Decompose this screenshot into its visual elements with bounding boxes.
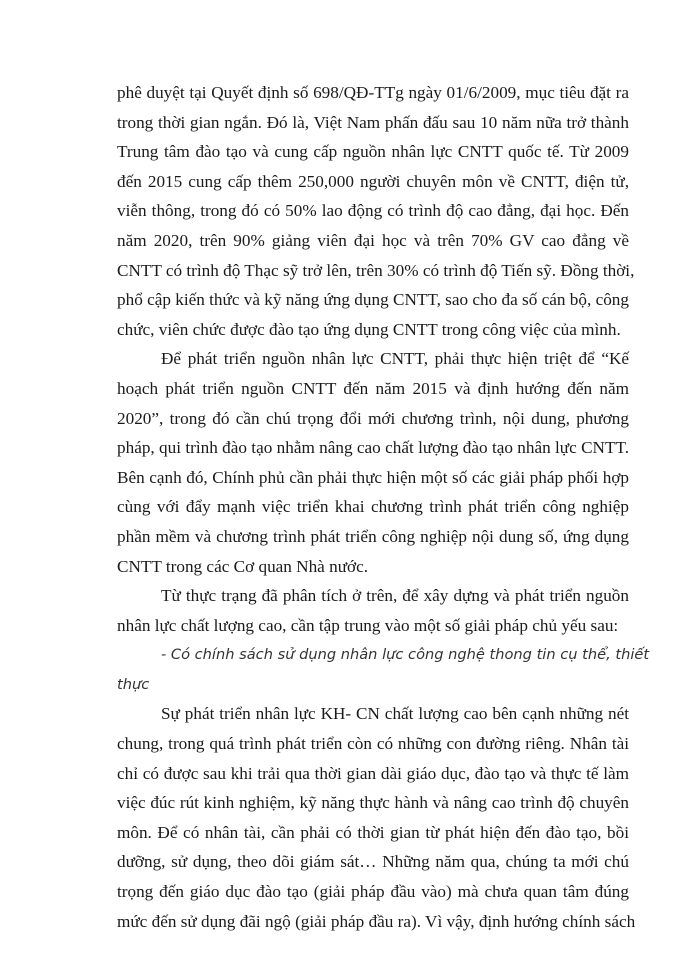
text-line: phổ cập kiến thức và kỹ năng ứng dụng CNTT, sao cho đa số cán bộ, công (117, 290, 629, 310)
text-line: Từ thực trạng đã phân tích ở trên, để xây dựng và phát triển nguồn (161, 586, 629, 606)
text-line: Bên cạnh đó, Chính phủ cần phải thực hiện một số các giải pháp phối hợp (117, 467, 629, 487)
text-line: Sự phát triển nhân lực KH- CN chất lượng cao bên cạnh những nét (161, 704, 629, 724)
text-line: đến 2015 cung cấp thêm 250,000 người chuyên môn về CNTT, điện tử, (117, 171, 629, 191)
text-line: viễn thông, trong đó có 50% lao động có trình độ cao đẳng, đại học. Đến (117, 201, 629, 221)
text-line: CNTT trong các Cơ quan Nhà nước. (117, 556, 369, 576)
text-line: cùng với đẩy mạnh việc triển khai chương trình phát triển công nghiệp (117, 497, 629, 517)
italic-heading-chinh-sach (117, 640, 650, 699)
text-line: nhân lực chất lượng cao, cần tập trung vào một số giải pháp chủ yếu sau: (117, 615, 619, 635)
paragraph-ke-hoach-phat-trien (117, 344, 629, 581)
text-line: - Có chính sách sử dụng nhân lực công nghệ thong tin cụ thể, thiết (161, 646, 650, 664)
text-line: chỉ có được sau khi trải qua thời gian dài giáo dục, đào tạo và thực tế làm (117, 763, 629, 783)
text-line: CNTT có trình độ Thạc sỹ trở lên, trên 30% có trình độ Tiến sỹ. Đồng thời, (117, 260, 635, 280)
text-line: Để phát triển nguồn nhân lực CNTT, phải thực hiện triệt để “Kế (161, 349, 629, 369)
paragraph-quyet-dinh-698 (117, 78, 635, 344)
text-line: hoạch phát triển nguồn CNTT đến năm 2015 và định hướng đến năm (117, 378, 629, 398)
text-line: phê duyệt tại Quyết định số 698/QĐ-TTg ngày 01/6/2009, mục tiêu đặt ra (117, 83, 629, 102)
text-line: Trung tâm đào tạo và cung cấp nguồn nhân lực CNTT quốc tế. Từ 2009 (117, 142, 629, 162)
text-line: trọng đến giáo dục đào tạo (giải pháp đầu vào) mà chưa quan tâm đúng (117, 882, 629, 902)
text-line: năm 2020, trên 90% giảng viên đại học và trên 70% GV cao đẳng về (117, 230, 629, 250)
text-line: mức đến sử dụng đãi ngộ (giải pháp đầu ra). Vì vậy, định hướng chính sách (117, 911, 636, 931)
text-line: dưỡng, sử dụng, theo dõi giám sát… Những năm qua, chúng ta mới chú (117, 852, 629, 872)
text-line: môn. Để có nhân tài, cần phải có thời gian từ phát hiện đến đào tạo, bồi (117, 822, 629, 842)
text-line: phần mềm và chương trình phát triển công nghiệp nội dung số, ứng dụng (117, 526, 629, 546)
text-line: 2020”, trong đó cần chú trọng đổi mới chương trình, nội dung, phương (117, 408, 629, 428)
text-line: thực (117, 675, 150, 693)
text-line: chức, viên chức được đào tạo ứng dụng CNTT trong công việc của mình. (117, 319, 621, 339)
document-body (117, 78, 650, 936)
text-line: trong thời gian ngắn. Đó là, Việt Nam phấn đấu sau 10 năm nữa trở thành (117, 112, 629, 132)
text-line: chung, trong quá trình phát triển còn có những con đường riêng. Nhân tài (117, 734, 629, 754)
paragraph-phat-trien-nhan-luc (117, 699, 636, 936)
text-line: việc đúc rút kinh nghiệm, kỹ năng thực hành và nâng cao trình độ chuyên (117, 793, 629, 813)
paragraph-giai-phap-intro (117, 581, 629, 640)
text-line: pháp, qui trình đào tạo nhằm nâng cao chất lượng đào tạo nhân lực CNTT. (117, 438, 629, 458)
